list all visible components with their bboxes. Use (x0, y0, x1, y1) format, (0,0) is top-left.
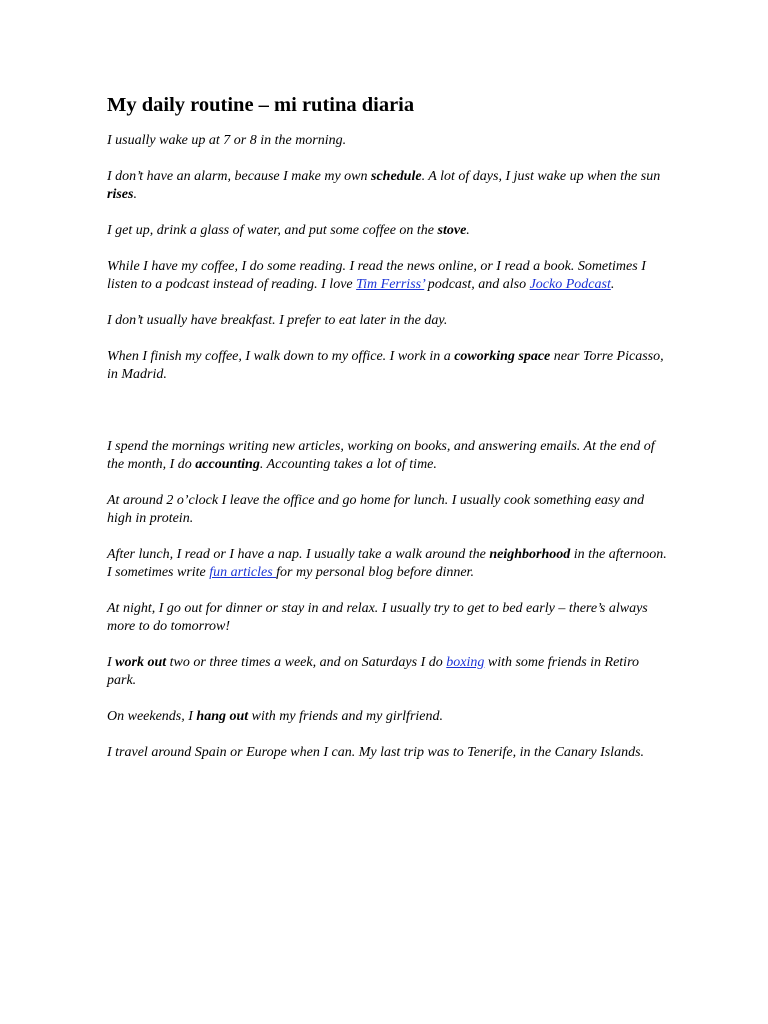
text-run: At around 2 o’clock I leave the office and go home for lunch. I usually cook something easy and high in protein. (107, 493, 645, 526)
paragraph (107, 492, 667, 528)
paragraph (107, 546, 667, 582)
text-run: podcast, and also (424, 277, 530, 292)
text-run: . A lot of days, I just wake up when the sun (421, 169, 661, 184)
text-run: in the afternoon. I sometimes write (107, 547, 667, 580)
bold-term: work out (115, 655, 167, 670)
document-title: My daily routine – mi rutina diaria (107, 94, 415, 116)
text-run: near Torre Picasso, in Madrid. (107, 349, 664, 382)
text-run: When I finish my coffee, I walk down to my office. I work in a (107, 349, 455, 364)
inline-link[interactable]: Jocko Podcast (529, 277, 611, 292)
text-run: . (610, 277, 615, 292)
text-run: I get up, drink a glass of water, and put some coffee on the (107, 223, 438, 238)
text-run: I travel around Spain or Europe when I can. My last trip was to Tenerife, in the Canary Islands. (107, 745, 645, 760)
paragraph (107, 132, 667, 150)
inline-link[interactable]: boxing (446, 655, 485, 670)
inline-link[interactable]: fun articles (209, 565, 277, 580)
text-run: After lunch, I read or I have a nap. I usually take a walk around the (107, 547, 490, 562)
paragraph (107, 312, 667, 330)
text-run: . Accounting takes a lot of time. (259, 457, 437, 472)
paragraph (107, 744, 667, 762)
text-run: I don’t usually have breakfast. I prefer to eat later in the day. (107, 313, 448, 328)
paragraph (107, 438, 667, 474)
document-page (107, 92, 667, 780)
text-run: At night, I go out for dinner or stay in and relax. I usually try to get to bed early – there’s always more to do tomorrow! (107, 601, 648, 634)
text-run: I spend the mornings writing new articles, working on books, and answering emails. At the end of the month, I do (107, 439, 655, 472)
text-run: While I have my coffee, I do some reading. I read the news online, or I read a book. Sometimes I listen to a podcast instead of reading. I love (107, 259, 646, 292)
text-run: On weekends, I (107, 709, 197, 724)
bold-term: accounting (195, 457, 260, 472)
paragraph (107, 708, 667, 726)
paragraph (107, 348, 667, 384)
text-run: with some friends in Retiro park. (107, 655, 640, 688)
text-run: two or three times a week, and on Saturdays I do (166, 655, 447, 670)
text-run: I (107, 655, 116, 670)
paragraph (107, 654, 667, 690)
text-run: I don’t have an alarm, because I make my own (107, 169, 371, 184)
text-run: for my personal blog before dinner. (276, 565, 474, 580)
text-run: I usually wake up at 7 or 8 in the morning. (107, 133, 347, 148)
blank-space (107, 402, 667, 438)
bold-term: schedule (371, 169, 422, 184)
paragraph (107, 222, 667, 240)
bold-term: coworking space (454, 349, 551, 364)
paragraph (107, 168, 667, 204)
paragraph (107, 258, 667, 294)
text-run: with my friends and my girlfriend. (248, 709, 443, 724)
bold-term: rises (107, 187, 134, 202)
bold-term: stove (437, 223, 467, 238)
bold-term: hang out (196, 709, 249, 724)
bold-term: neighborhood (489, 547, 571, 562)
inline-link[interactable]: Tim Ferriss’ (356, 277, 425, 292)
text-run: . (133, 187, 137, 202)
text-run: . (466, 223, 470, 238)
paragraph (107, 600, 667, 636)
document-body (107, 132, 667, 762)
